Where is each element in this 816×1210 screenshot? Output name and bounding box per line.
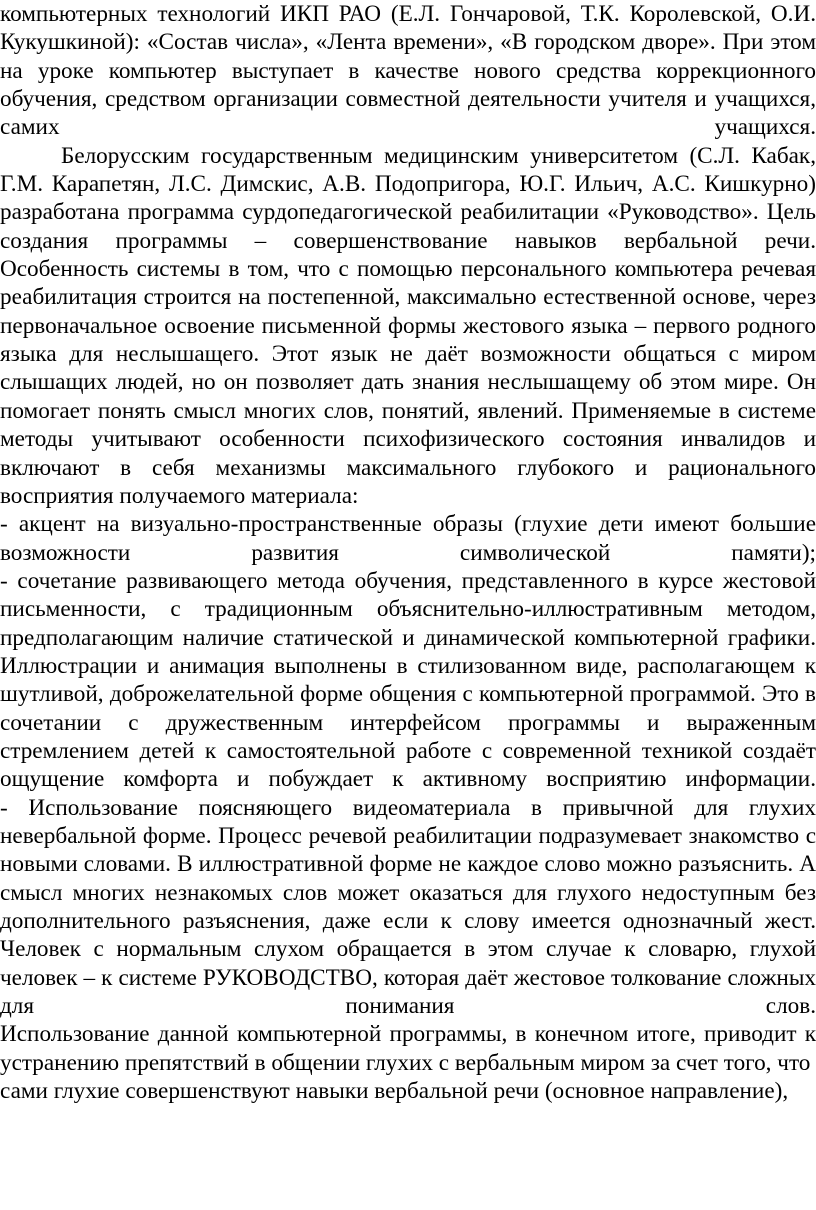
list-item-visual-spatial: - акцент на визуально-пространственные образы (глухие дети имеют большие возможности развития символической памяти); [0, 511, 816, 566]
paragraph-belarus-program: Белорусским государственным медицинским университетом (С.Л. Кабак, Г.М. Карапетян, Л.С. Димскис, А.В. Подопригора, Ю.Г. Ильич, А.С. Кишкурно) разработана программа сурдопедагогической реабилитации «Руководство». Цель создания программы – совершенствование навыков вербальной речи. Особенность системы в том, что с помощью персонального компьютера речевая реабилитация строится на постепенной, максимально естественной основе, через первоначальное освоение письменной формы жестового языка – первого родного языка для неслышащего. Этот язык не даёт возможности общаться с миром слышащих людей, но он позволяет дать знания неслышащему об этом мире. Он помогает понять смысл многих слов, понятий, явлений. Применяемые в системе методы учитывают особенности психофизического состояния инвалидов и включают в себя механизмы максимального глубокого и рационального восприятия получаемого материала: [0, 142, 816, 509]
list-item-video-material: - Использование поясняющего видеоматериала в привычной для глухих невербальной форме. Процесс речевой реабилитации подразумевает знакомство с новыми словами. В иллюстративной форме не каждое слово можно разъяснить. А смысл многих незнакомых слов может оказаться для глухого недоступным без дополнительного разъяснения, даже если к слову имеется однозначный жест. Человек с нормальным слухом обращается в этом случае к словарю, глухой человек – к системе РУКОВОДСТВО, которая даёт жестовое толкование сложных для понимания слов. [0, 794, 816, 1020]
paragraph-program-usage: Использование данной компьютерной программы, в конечном итоге, приводит к устранению препятствий в общении глухих с вербальным миром за счет того, что [0, 1021, 816, 1076]
paragraph-illustrations: Иллюстрации и анимация выполнены в стилизованном виде, располагающем к шутливой, доброжелательной форме общения с компьютерной программой. Это в сочетании с дружественным интерфейсом программы и выраженным стремлением детей к самостоятельной работе с современной техникой создаёт ощущение комфорта и побуждает к активному восприятию информации. [0, 652, 816, 793]
paragraph-verbal-skills: сами глухие совершенствуют навыки вербальной речи (основное направление), [0, 1078, 789, 1105]
paragraph-computer-technologies: компьютерных технологий ИКП РАО (Е.Л. Гончаровой, Т.К. Королевской, О.И. Кукушкиной): «Состав числа», «Лента времени», «В городском дворе». При этом на уроке компьютер выступает в качестве нового средства коррекционного обучения, средством организации совместной деятельности учителя и учащихся, самих учащихся. [0, 1, 816, 141]
list-item-method-combination: - сочетание развивающего метода обучения, представленного в курсе жестовой письменности, с традиционным объяснительно-иллюстративным методом, предполагающим наличие статической и динамической компьютерной графики. [0, 567, 816, 651]
